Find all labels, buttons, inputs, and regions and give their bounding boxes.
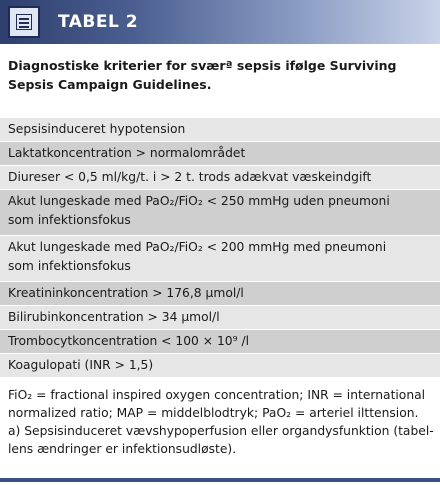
table-caption: Diagnostiske kriterier for sværª sepsis ifølge Surviving Sepsis Campaign Guidelines. [8,58,397,92]
table-row [0,142,440,166]
footnote-line: normalized ratio; MAP = middelblodtryk; PaO₂ = arteriel ilttension. [8,406,419,420]
row-text: Akut lungeskade med PaO₂/FiO₂ < 200 mmHg med pneumoni [8,240,387,254]
row-text: Laktatkoncentration > normalområdet [8,146,246,160]
footnote-line: a) Sepsisinduceret vævshypoperfusion eller organdysfunktion (tabel- [8,424,434,438]
bottom-rule [0,478,440,482]
table-title: TABEL 2 [58,12,139,32]
table-row [0,354,440,378]
row-text: Bilirubinkoncentration > 34 μmol/l [8,310,220,324]
row-text: Akut lungeskade med PaO₂/FiO₂ < 250 mmHg uden pneumoni [8,194,390,208]
table-row [0,282,440,306]
row-text: Kreatininkoncentration > 176,8 μmol/l [8,286,244,300]
table-row [0,330,440,354]
table-row [0,306,440,330]
table-footnotes [8,386,436,458]
table-header [0,0,440,44]
row-text-continued: som infektionsfokus [8,259,131,273]
row-text: Trombocytkoncentration < 100 × 10⁹ /l [8,334,250,348]
table-icon [8,6,40,38]
footnote-line: FiO₂ = fractional inspired oxygen concentration; INR = international [8,388,426,402]
row-text: Sepsisinduceret hypotension [8,122,186,136]
table-row [0,166,440,190]
footnote-line: lens ændringer er infektionsudløste). [8,442,237,456]
table-row [0,190,440,236]
row-text: Diureser < 0,5 ml/kg/t. i > 2 t. trods adækvat væskeindgift [8,170,372,184]
criteria-table [0,118,440,378]
row-text: Koagulopati (INR > 1,5) [8,358,154,372]
row-text-continued: som infektionsfokus [8,213,131,227]
table-row [0,236,440,282]
table-row [0,118,440,142]
